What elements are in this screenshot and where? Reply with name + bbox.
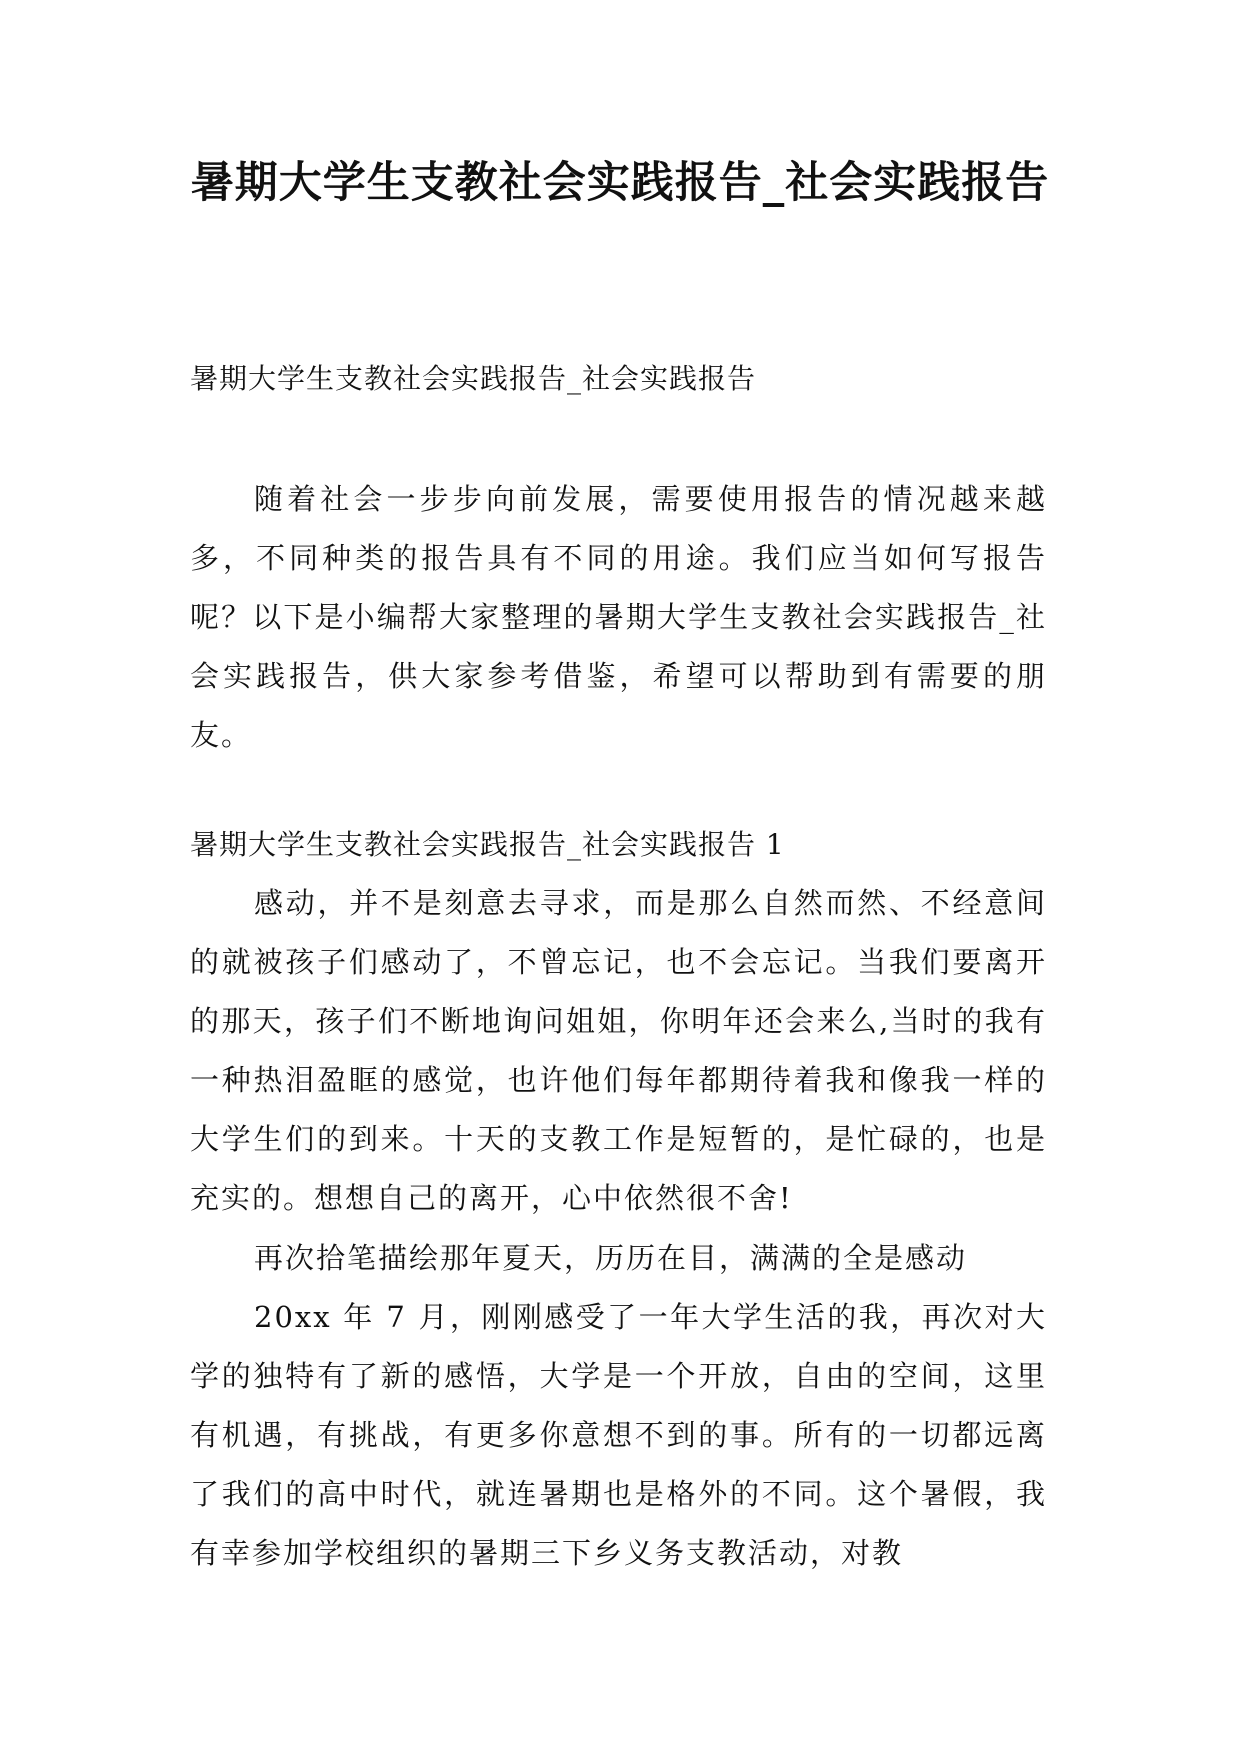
section-heading: 暑期大学生支教社会实践报告_社会实践报告 1	[190, 828, 785, 861]
body-paragraph: 感动，并不是刻意去寻求，而是那么自然而然、不经意间的就被孩子们感动了，不曾忘记，也不会忘记。当我们要离开的那天，孩子们不断地询问姐姐，你明年还会来么,当时的我有一种热泪盈眶的感觉，也许他们每年都期待着我和像我一样的大学生们的到来。十天的支教工作是短暂的，是忙碌的，也是充实的。想想自己的离开，心中依然很不舍!	[190, 886, 1047, 1215]
document-subtitle: 暑期大学生支教社会实践报告_社会实践报告	[190, 362, 757, 395]
document-title: 暑期大学生支教社会实践报告_社会实践报告	[190, 158, 1050, 208]
body-paragraph: 再次拾笔描绘那年夏天，历历在目，满满的全是感动	[254, 1241, 968, 1275]
intro-paragraph: 随着社会一步步向前发展，需要使用报告的情况越来越多，不同种类的报告具有不同的用途。我们应当如何写报告呢？以下是小编帮大家整理的暑期大学生支教社会实践报告_社会实践报告，供大家参考借鉴，希望可以帮助到有需要的朋友。	[190, 482, 1047, 752]
body-paragraph: 20xx 年 7 月，刚刚感受了一年大学生活的我，再次对大学的独特有了新的感悟，大学是一个开放，自由的空间，这里有机遇，有挑战，有更多你意想不到的事。所有的一切都远离了我们的高中时代，就连暑期也是格外的不同。这个暑假，我有幸参加学校组织的暑期三下乡义务支教活动，对教	[190, 1300, 1047, 1570]
